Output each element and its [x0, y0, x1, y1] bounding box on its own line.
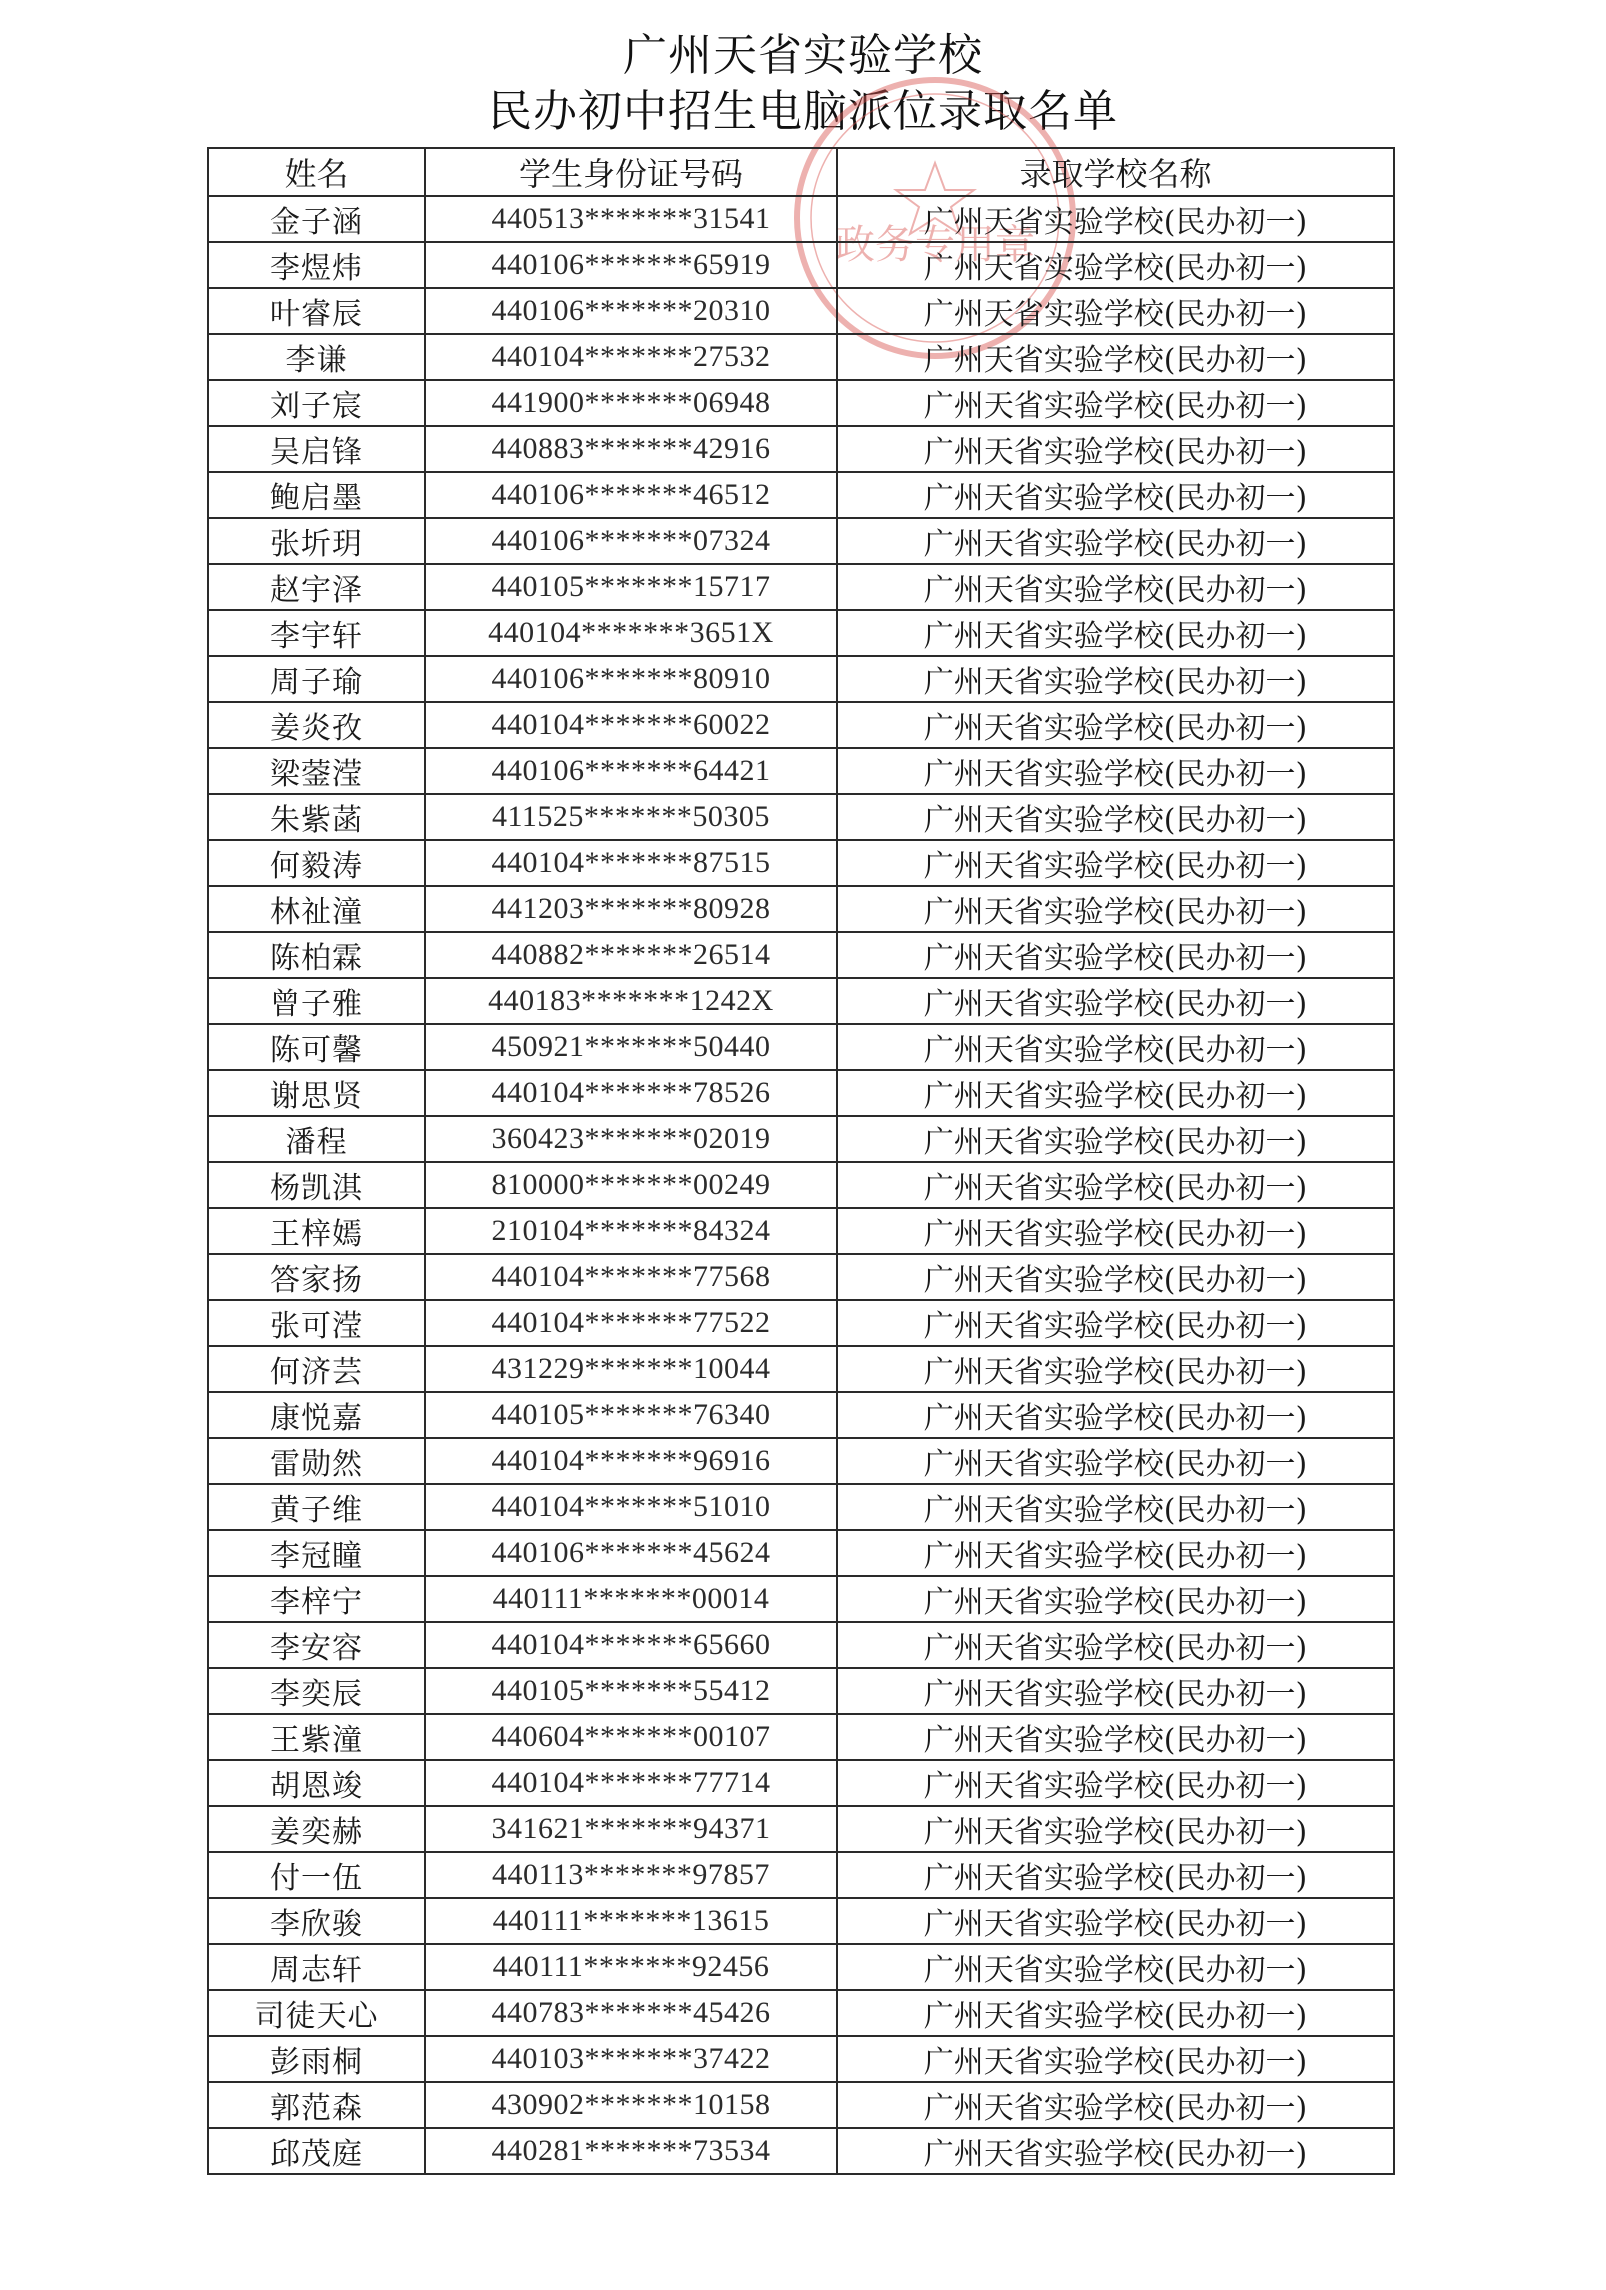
column-header-name: 姓名	[208, 148, 425, 196]
student-id-cell: 411525*******50305	[425, 794, 837, 840]
table-row	[208, 1116, 1394, 1162]
table-row	[208, 2036, 1394, 2082]
school-name-cell: 广州天省实验学校(民办初一)	[837, 932, 1394, 978]
document-title: 广州天省实验学校	[623, 30, 983, 81]
table-row	[208, 426, 1394, 472]
student-name-cell: 李宇轩	[208, 610, 425, 656]
table-row	[208, 1438, 1394, 1484]
student-name-cell: 李欣骏	[208, 1898, 425, 1944]
school-name-cell: 广州天省实验学校(民办初一)	[837, 334, 1394, 380]
student-id-cell: 440104*******3651X	[425, 610, 837, 656]
table-row	[208, 1990, 1394, 2036]
student-id-cell: 441203*******80928	[425, 886, 837, 932]
table-row	[208, 1944, 1394, 1990]
student-name-cell: 李安容	[208, 1622, 425, 1668]
student-id-cell: 440104*******51010	[425, 1484, 837, 1530]
table-row	[208, 794, 1394, 840]
school-name-cell: 广州天省实验学校(民办初一)	[837, 288, 1394, 334]
student-name-cell: 张可滢	[208, 1300, 425, 1346]
student-name-cell: 胡恩竣	[208, 1760, 425, 1806]
student-name-cell: 刘子宸	[208, 380, 425, 426]
school-name-cell: 广州天省实验学校(民办初一)	[837, 2128, 1394, 2174]
student-id-cell: 440105*******76340	[425, 1392, 837, 1438]
table-row	[208, 380, 1394, 426]
table-row	[208, 1070, 1394, 1116]
school-name-cell: 广州天省实验学校(民办初一)	[837, 1346, 1394, 1392]
admission-roster-table	[207, 147, 1395, 2175]
table-body	[208, 196, 1394, 2174]
school-name-cell: 广州天省实验学校(民办初一)	[837, 1898, 1394, 1944]
table-row	[208, 1898, 1394, 1944]
student-name-cell: 付一伍	[208, 1852, 425, 1898]
student-id-cell: 440106*******45624	[425, 1530, 837, 1576]
student-name-cell: 梁蓥滢	[208, 748, 425, 794]
table-row	[208, 748, 1394, 794]
school-name-cell: 广州天省实验学校(民办初一)	[837, 1622, 1394, 1668]
school-name-cell: 广州天省实验学校(民办初一)	[837, 748, 1394, 794]
column-header-id-number: 学生身份证号码	[425, 148, 837, 196]
school-name-cell: 广州天省实验学校(民办初一)	[837, 196, 1394, 242]
school-name-cell: 广州天省实验学校(民办初一)	[837, 1530, 1394, 1576]
student-id-cell: 440513*******31541	[425, 196, 837, 242]
student-id-cell: 440104*******27532	[425, 334, 837, 380]
table-row	[208, 472, 1394, 518]
school-name-cell: 广州天省实验学校(民办初一)	[837, 978, 1394, 1024]
student-name-cell: 雷勋然	[208, 1438, 425, 1484]
student-id-cell: 440104*******77714	[425, 1760, 837, 1806]
student-id-cell: 440106*******80910	[425, 656, 837, 702]
school-name-cell: 广州天省实验学校(民办初一)	[837, 2036, 1394, 2082]
student-name-cell: 赵宇泽	[208, 564, 425, 610]
student-name-cell: 李煜炜	[208, 242, 425, 288]
student-name-cell: 杨凯淇	[208, 1162, 425, 1208]
student-name-cell: 曾子雅	[208, 978, 425, 1024]
table-row	[208, 1622, 1394, 1668]
student-name-cell: 王紫潼	[208, 1714, 425, 1760]
student-id-cell: 440281*******73534	[425, 2128, 837, 2174]
student-name-cell: 答家扬	[208, 1254, 425, 1300]
student-name-cell: 姜炎孜	[208, 702, 425, 748]
school-name-cell: 广州天省实验学校(民办初一)	[837, 426, 1394, 472]
table-row	[208, 978, 1394, 1024]
school-name-cell: 广州天省实验学校(民办初一)	[837, 1024, 1394, 1070]
student-id-cell: 440106*******46512	[425, 472, 837, 518]
school-name-cell: 广州天省实验学校(民办初一)	[837, 656, 1394, 702]
table-row	[208, 564, 1394, 610]
school-name-cell: 广州天省实验学校(民办初一)	[837, 1392, 1394, 1438]
table-row	[208, 518, 1394, 564]
student-id-cell: 430902*******10158	[425, 2082, 837, 2128]
school-name-cell: 广州天省实验学校(民办初一)	[837, 610, 1394, 656]
student-name-cell: 陈柏霖	[208, 932, 425, 978]
school-name-cell: 广州天省实验学校(民办初一)	[837, 794, 1394, 840]
student-name-cell: 谢思贤	[208, 1070, 425, 1116]
school-name-cell: 广州天省实验学校(民办初一)	[837, 2082, 1394, 2128]
school-name-cell: 广州天省实验学校(民办初一)	[837, 1254, 1394, 1300]
student-id-cell: 440106*******20310	[425, 288, 837, 334]
student-id-cell: 440104*******77522	[425, 1300, 837, 1346]
school-name-cell: 广州天省实验学校(民办初一)	[837, 1070, 1394, 1116]
student-name-cell: 周子瑜	[208, 656, 425, 702]
student-name-cell: 叶睿辰	[208, 288, 425, 334]
seal-text: 政务专用章	[835, 222, 1035, 268]
school-name-cell: 广州天省实验学校(民办初一)	[837, 1760, 1394, 1806]
student-name-cell: 张圻玥	[208, 518, 425, 564]
student-id-cell: 360423*******02019	[425, 1116, 837, 1162]
table-row	[208, 610, 1394, 656]
school-name-cell: 广州天省实验学校(民办初一)	[837, 1576, 1394, 1622]
school-name-cell: 广州天省实验学校(民办初一)	[837, 1484, 1394, 1530]
student-id-cell: 440106*******65919	[425, 242, 837, 288]
student-name-cell: 周志轩	[208, 1944, 425, 1990]
school-name-cell: 广州天省实验学校(民办初一)	[837, 840, 1394, 886]
school-name-cell: 广州天省实验学校(民办初一)	[837, 1116, 1394, 1162]
table-row	[208, 1484, 1394, 1530]
student-id-cell: 210104*******84324	[425, 1208, 837, 1254]
table-row	[208, 1162, 1394, 1208]
student-name-cell: 鲍启墨	[208, 472, 425, 518]
student-name-cell: 林祉潼	[208, 886, 425, 932]
table-row	[208, 1852, 1394, 1898]
school-name-cell: 广州天省实验学校(民办初一)	[837, 518, 1394, 564]
school-name-cell: 广州天省实验学校(民办初一)	[837, 1300, 1394, 1346]
student-id-cell: 440106*******64421	[425, 748, 837, 794]
student-name-cell: 潘程	[208, 1116, 425, 1162]
school-name-cell: 广州天省实验学校(民办初一)	[837, 1852, 1394, 1898]
table-row	[208, 1254, 1394, 1300]
student-id-cell: 810000*******00249	[425, 1162, 837, 1208]
student-id-cell: 440104*******60022	[425, 702, 837, 748]
school-name-cell: 广州天省实验学校(民办初一)	[837, 1438, 1394, 1484]
student-id-cell: 440604*******00107	[425, 1714, 837, 1760]
student-name-cell: 金子涵	[208, 196, 425, 242]
student-id-cell: 431229*******10044	[425, 1346, 837, 1392]
school-name-cell: 广州天省实验学校(民办初一)	[837, 1944, 1394, 1990]
student-id-cell: 440104*******65660	[425, 1622, 837, 1668]
school-name-cell: 广州天省实验学校(民办初一)	[837, 1806, 1394, 1852]
table-row	[208, 702, 1394, 748]
student-id-cell: 441900*******06948	[425, 380, 837, 426]
school-name-cell: 广州天省实验学校(民办初一)	[837, 1208, 1394, 1254]
school-name-cell: 广州天省实验学校(民办初一)	[837, 1668, 1394, 1714]
student-name-cell: 何济芸	[208, 1346, 425, 1392]
student-name-cell: 李谦	[208, 334, 425, 380]
student-name-cell: 王梓嫣	[208, 1208, 425, 1254]
student-name-cell: 陈可馨	[208, 1024, 425, 1070]
table-row	[208, 1668, 1394, 1714]
student-id-cell: 440111*******13615	[425, 1898, 837, 1944]
table-row	[208, 242, 1394, 288]
school-name-cell: 广州天省实验学校(民办初一)	[837, 472, 1394, 518]
student-id-cell: 440105*******55412	[425, 1668, 837, 1714]
table-row	[208, 1760, 1394, 1806]
school-name-cell: 广州天省实验学校(民办初一)	[837, 1162, 1394, 1208]
student-name-cell: 姜奕赫	[208, 1806, 425, 1852]
student-id-cell: 440106*******07324	[425, 518, 837, 564]
student-name-cell: 李奕辰	[208, 1668, 425, 1714]
student-name-cell: 吴启锋	[208, 426, 425, 472]
student-name-cell: 朱紫菡	[208, 794, 425, 840]
table-row	[208, 1806, 1394, 1852]
student-name-cell: 李冠瞳	[208, 1530, 425, 1576]
table-row	[208, 840, 1394, 886]
school-name-cell: 广州天省实验学校(民办初一)	[837, 702, 1394, 748]
student-name-cell: 李梓宁	[208, 1576, 425, 1622]
school-name-cell: 广州天省实验学校(民办初一)	[837, 1714, 1394, 1760]
student-id-cell: 440882*******26514	[425, 932, 837, 978]
column-header-school: 录取学校名称	[837, 148, 1394, 196]
table-row	[208, 886, 1394, 932]
student-id-cell: 440111*******92456	[425, 1944, 837, 1990]
school-name-cell: 广州天省实验学校(民办初一)	[837, 886, 1394, 932]
student-name-cell: 彭雨桐	[208, 2036, 425, 2082]
table-row	[208, 1392, 1394, 1438]
student-id-cell: 440783*******45426	[425, 1990, 837, 2036]
school-name-cell: 广州天省实验学校(民办初一)	[837, 242, 1394, 288]
student-name-cell: 黄子维	[208, 1484, 425, 1530]
student-name-cell: 何毅涛	[208, 840, 425, 886]
table-row	[208, 932, 1394, 978]
school-name-cell: 广州天省实验学校(民办初一)	[837, 380, 1394, 426]
student-id-cell: 440111*******00014	[425, 1576, 837, 1622]
student-id-cell: 341621*******94371	[425, 1806, 837, 1852]
table-row	[208, 2082, 1394, 2128]
table-row	[208, 1714, 1394, 1760]
school-name-cell: 广州天省实验学校(民办初一)	[837, 564, 1394, 610]
student-name-cell: 郭范森	[208, 2082, 425, 2128]
student-id-cell: 440183*******1242X	[425, 978, 837, 1024]
table-row	[208, 1024, 1394, 1070]
student-name-cell: 康悦嘉	[208, 1392, 425, 1438]
student-id-cell: 440883*******42916	[425, 426, 837, 472]
document-subtitle: 民办初中招生电脑派位录取名单	[488, 86, 1118, 137]
table-row	[208, 334, 1394, 380]
table-row	[208, 1530, 1394, 1576]
table-row	[208, 1346, 1394, 1392]
student-id-cell: 440103*******37422	[425, 2036, 837, 2082]
student-id-cell: 450921*******50440	[425, 1024, 837, 1070]
student-id-cell: 440104*******78526	[425, 1070, 837, 1116]
table-row	[208, 288, 1394, 334]
table-row	[208, 2128, 1394, 2174]
table-header-row	[208, 148, 1394, 196]
table-row	[208, 656, 1394, 702]
student-id-cell: 440104*******87515	[425, 840, 837, 886]
student-id-cell: 440104*******96916	[425, 1438, 837, 1484]
student-id-cell: 440105*******15717	[425, 564, 837, 610]
student-name-cell: 司徒天心	[208, 1990, 425, 2036]
school-name-cell: 广州天省实验学校(民办初一)	[837, 1990, 1394, 2036]
student-id-cell: 440104*******77568	[425, 1254, 837, 1300]
student-name-cell: 邱茂庭	[208, 2128, 425, 2174]
table-row	[208, 196, 1394, 242]
table-row	[208, 1208, 1394, 1254]
table-row	[208, 1576, 1394, 1622]
student-id-cell: 440113*******97857	[425, 1852, 837, 1898]
table-row	[208, 1300, 1394, 1346]
